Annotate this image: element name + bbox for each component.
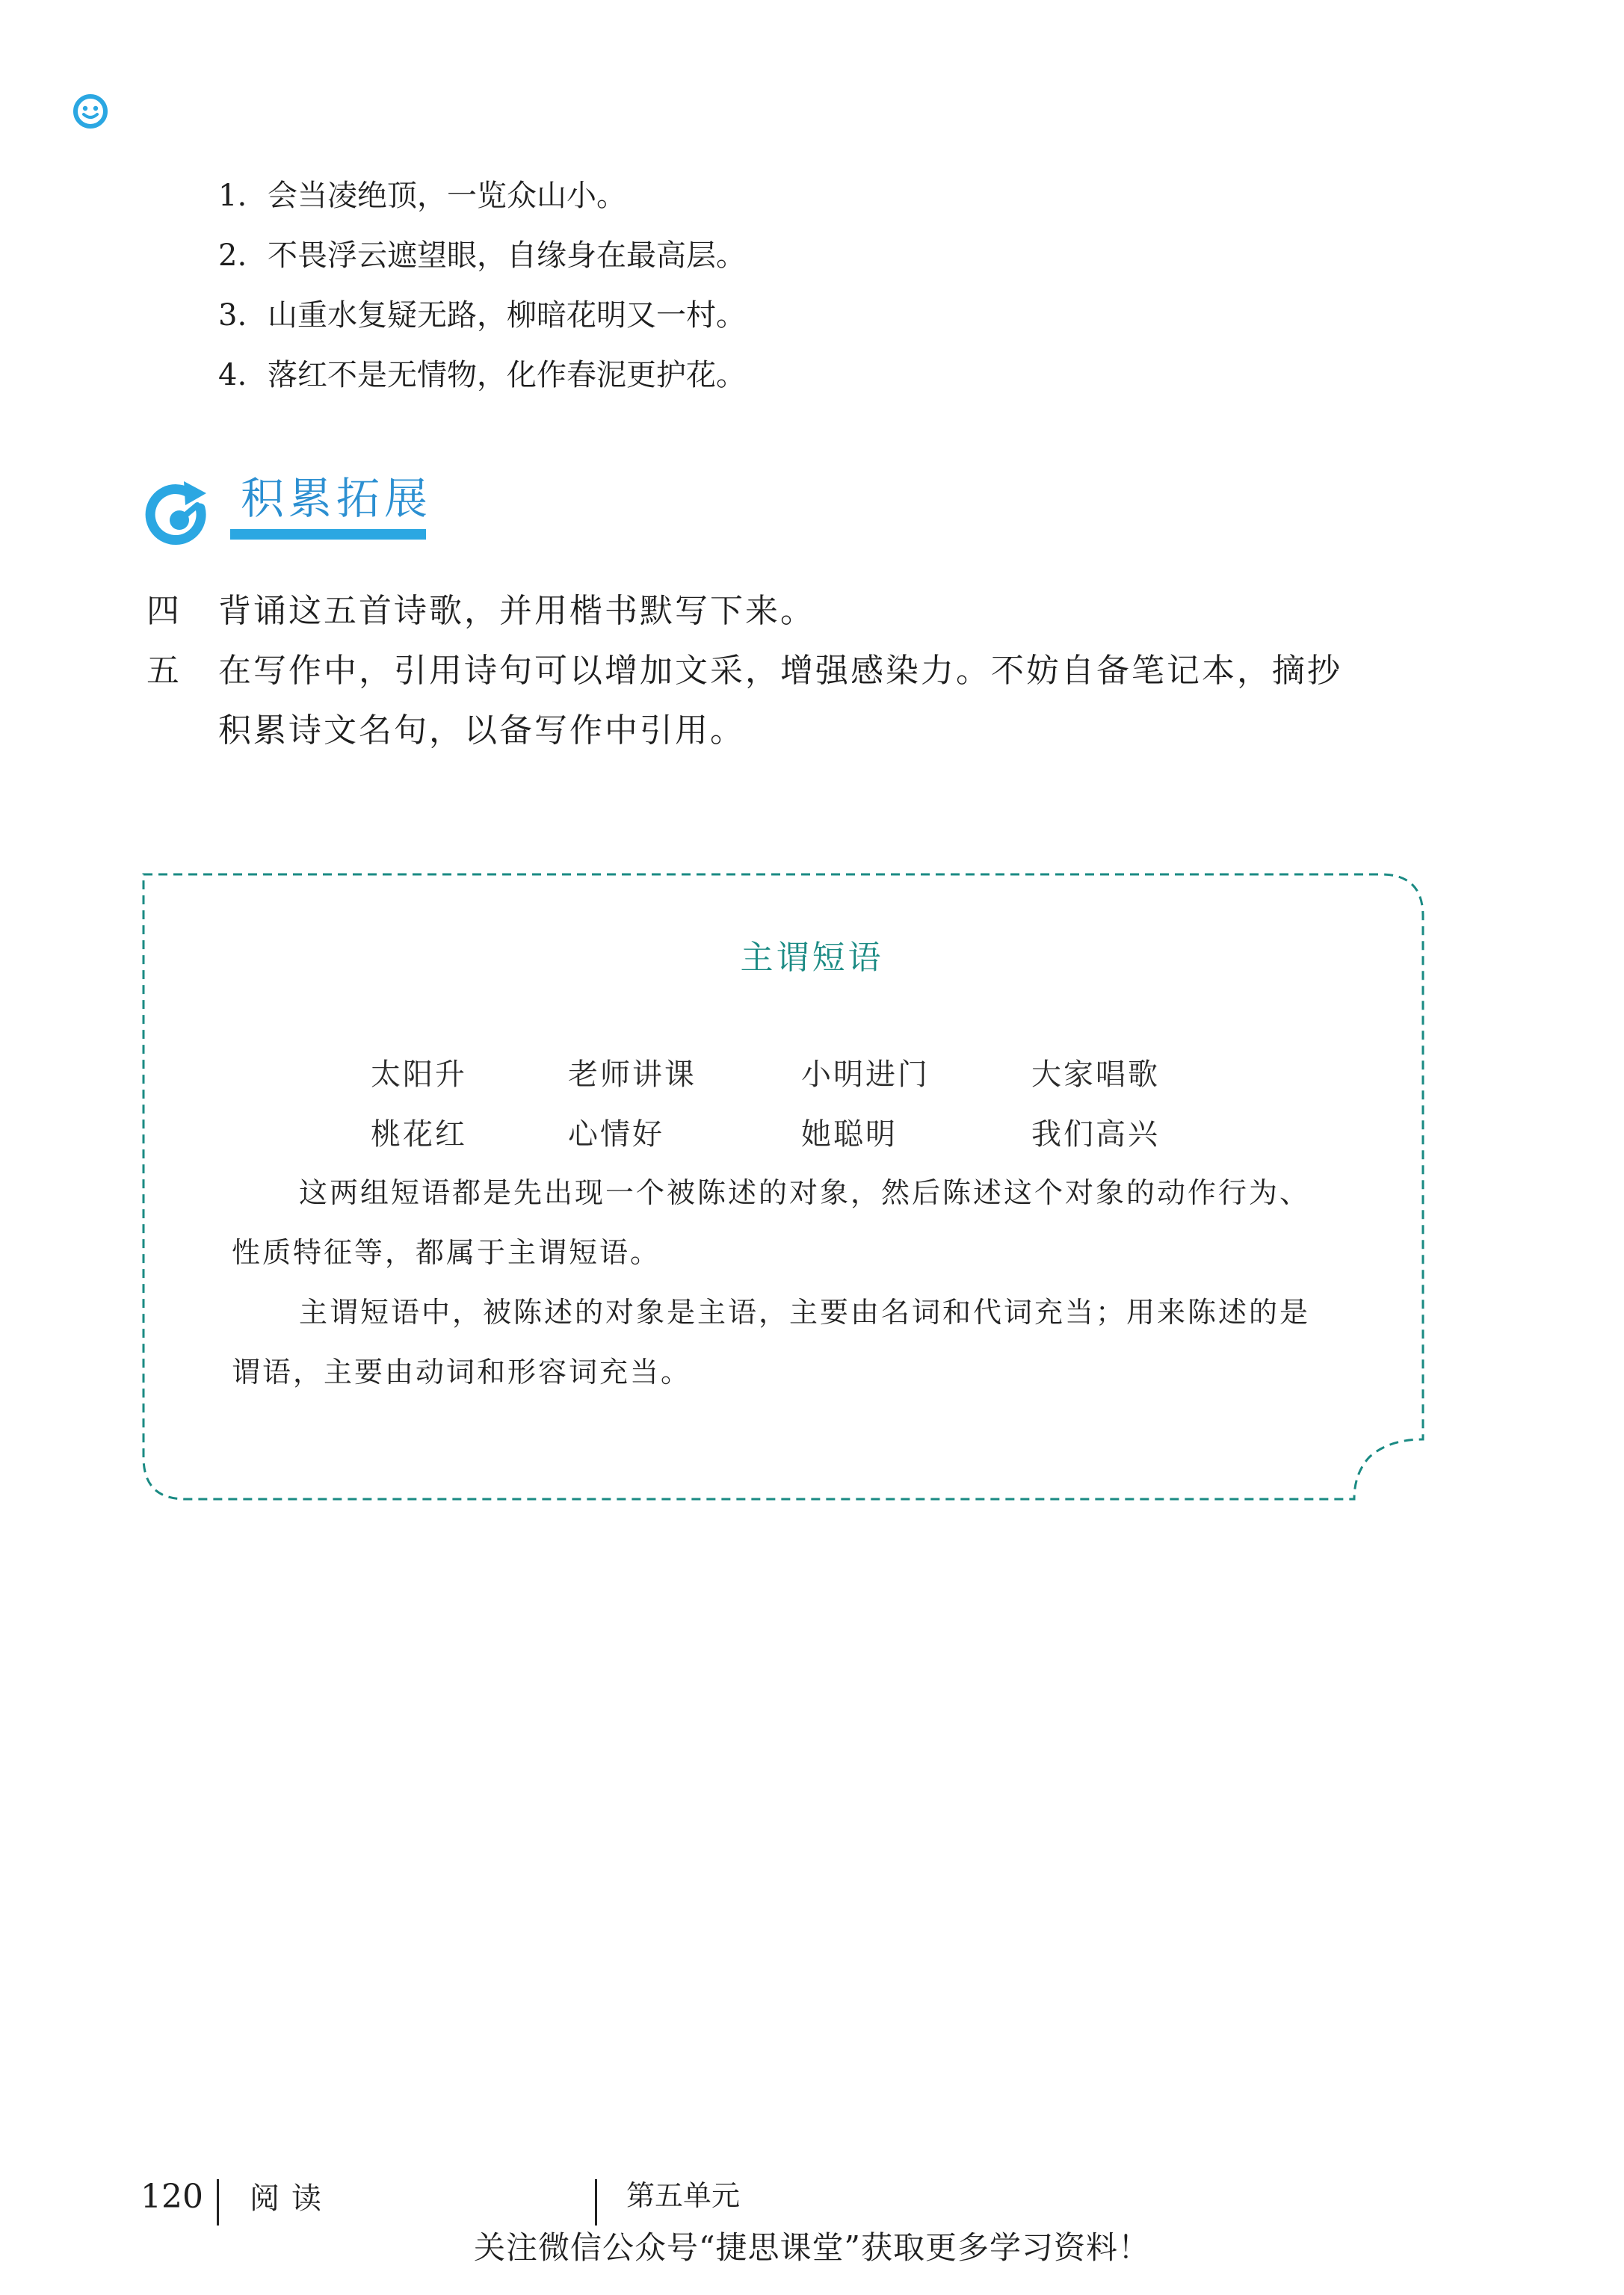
phrase-item: 小明进门 bbox=[801, 1057, 930, 1092]
phrase-item: 大家唱歌 bbox=[1031, 1057, 1160, 1092]
phrase-item: 老师讲课 bbox=[568, 1057, 697, 1092]
exercise-text: 背诵这五首诗歌，并用楷书默写下来。 bbox=[218, 592, 815, 630]
note-paragraph bbox=[232, 1282, 1405, 1402]
footer-notice: 关注微信公众号“捷思课堂”获取更多学习资料！ bbox=[474, 2229, 1150, 2266]
phrase-item: 我们高兴 bbox=[1031, 1117, 1160, 1152]
paragraph-line: 谓语，主要由动词和形容词充当。 bbox=[232, 1356, 692, 1389]
paragraph-line: 性质特征等，都属于主谓短语。 bbox=[232, 1236, 661, 1269]
section-title: 积累拓展 bbox=[241, 473, 433, 524]
list-text: 不畏浮云遮望眼，自缘身在最高层。 bbox=[268, 238, 746, 273]
list-text: 山重水复疑无路，柳暗花明又一村。 bbox=[268, 298, 746, 333]
page-number: 120 bbox=[141, 2178, 203, 2216]
footer-divider bbox=[217, 2179, 219, 2225]
footer-section-label: 阅读 bbox=[250, 2181, 333, 2216]
list-number: 2. bbox=[218, 238, 247, 273]
footer-divider bbox=[595, 2179, 597, 2225]
phrase-item: 桃花红 bbox=[371, 1117, 467, 1152]
phrase-item: 心情好 bbox=[568, 1117, 664, 1152]
exercise-text: 在写作中，引用诗句可以增加文采，增强感染力。不妨自备笔记本，摘抄 bbox=[218, 652, 1342, 690]
note-box-title: 主谓短语 bbox=[740, 939, 884, 977]
phrase-item: 太阳升 bbox=[371, 1057, 467, 1092]
list-text: 会当凌绝顶，一览众山小。 bbox=[268, 179, 626, 213]
exercise-number: 四 bbox=[146, 592, 179, 630]
list-number: 3. bbox=[218, 298, 247, 333]
list-number: 1. bbox=[218, 179, 247, 213]
paragraph-line: 这两组短语都是先出现一个被陈述的对象，然后陈述这个对象的动作行为、 bbox=[299, 1176, 1311, 1209]
note-paragraph bbox=[232, 1163, 1405, 1282]
exercise-text: 积累诗文名句，以备写作中引用。 bbox=[218, 711, 745, 750]
list-number: 4. bbox=[218, 358, 247, 392]
footer-unit-label: 第五单元 bbox=[626, 2179, 741, 2212]
exercise-number: 五 bbox=[146, 652, 179, 690]
paragraph-line: 主谓短语中，被陈述的对象是主语，主要由名词和代词充当；用来陈述的是 bbox=[299, 1296, 1311, 1329]
phrase-item: 她聪明 bbox=[801, 1117, 898, 1152]
list-text: 落红不是无情物，化作春泥更护花。 bbox=[268, 358, 746, 392]
